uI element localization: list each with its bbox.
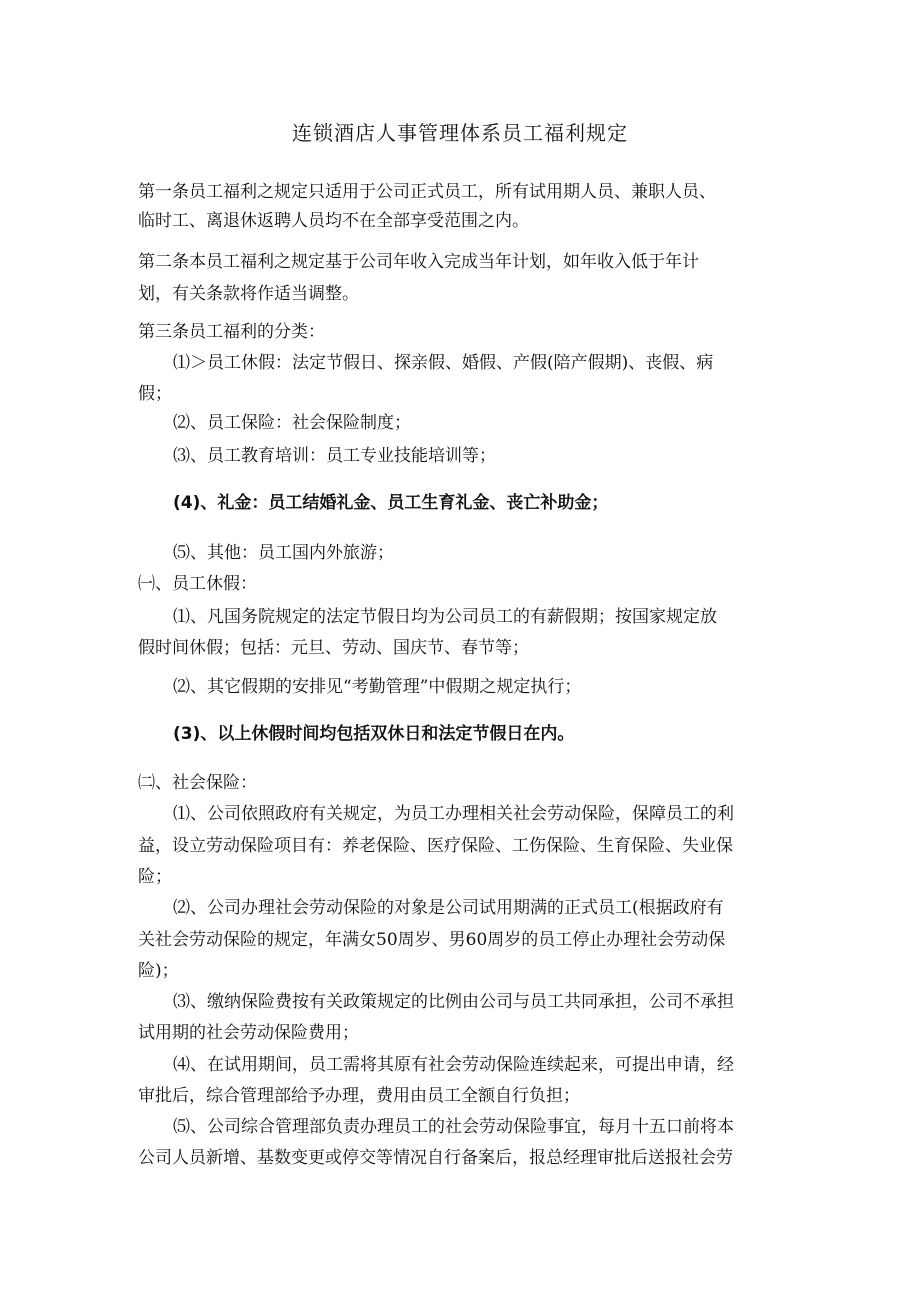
text-line: 划，有关条款将作适当调整。 bbox=[138, 284, 359, 304]
text-line: 第一条员工福利之规定只适用于公司正式员工，所有试用期人员、兼职人员、 bbox=[138, 182, 716, 202]
list-item-bold: (4)、礼金：员工结婚礼金、员工生育礼金、丧亡补助金； bbox=[173, 493, 609, 513]
text-line: 关社会劳动保险的规定，年满女50周岁、男60周岁的员工停止办理社会劳动保 bbox=[138, 930, 726, 950]
text-line: 险； bbox=[138, 867, 172, 887]
list-item: ⑶、缴纳保险费按有关政策规定的比例由公司与员工共同承担，公司不承担 bbox=[173, 992, 734, 1012]
text-line: 假时间休假；包括：元旦、劳动、国庆节、春节等； bbox=[138, 638, 529, 658]
section-heading: ㈠、员工休假： bbox=[138, 574, 257, 594]
text-line: 假； bbox=[138, 384, 172, 404]
list-item: ⑴、公司依照政府有关规定，为员工办理相关社会劳动保险，保障员工的利 bbox=[173, 804, 734, 824]
document-title: 连锁酒店人事管理体系员工福利规定 bbox=[292, 121, 628, 145]
list-item: ⑵、员工保险：社会保险制度； bbox=[173, 413, 411, 433]
list-item-bold: (3)、以上休假时间均包括双休日和法定节假日在内。 bbox=[173, 724, 575, 744]
list-item: ⑴＞员工休假：法定节假日、探亲假、婚假、产假(陪产假期)、丧假、病 bbox=[173, 353, 714, 373]
text-line: 公司人员新增、基数变更或停交等情况自行备案后，报总经理审批后送报社会劳 bbox=[138, 1148, 733, 1168]
text-line: 审批后，综合管理部给予办理，费用由员工全额自行负担； bbox=[138, 1086, 580, 1106]
text-line: 第二条本员工福利之规定基于公司年收入完成当年计划，如年收入低于年计 bbox=[138, 252, 699, 272]
text-line: 险)； bbox=[138, 961, 179, 981]
list-item: ⑸、公司综合管理部负责办理员工的社会劳动保险事宜，每月十五口前将本 bbox=[173, 1117, 734, 1137]
text-line: 临时工、离退休返聘人员均不在全部享受范围之内。 bbox=[138, 211, 529, 231]
list-item: ⑷、在试用期间，员工需将其原有社会劳动保险连续起来，可提出申请，经 bbox=[173, 1055, 734, 1075]
list-item: ⑵、其它假期的安排见“考勤管理”中假期之规定执行； bbox=[173, 677, 582, 697]
list-item: ⑴、凡国务院规定的法定节假日均为公司员工的有薪假期；按国家规定放 bbox=[173, 607, 717, 627]
text-line: 益，设立劳动保险项目有：养老保险、医疗保险、工伤保险、生育保险、失业保 bbox=[138, 836, 733, 856]
list-item: ⑵、公司办理社会劳动保险的对象是公司试用期满的正式员工(根据政府有 bbox=[173, 898, 724, 918]
list-item: ⑶、员工教育培训：员工专业技能培训等； bbox=[173, 446, 496, 466]
list-item: ⑸、其他：员工国内外旅游； bbox=[173, 543, 394, 563]
section-heading: ㈡、社会保险： bbox=[138, 773, 257, 793]
text-line: 试用期的社会劳动保险费用； bbox=[138, 1023, 359, 1043]
text-line: 第三条员工福利的分类： bbox=[138, 322, 325, 342]
